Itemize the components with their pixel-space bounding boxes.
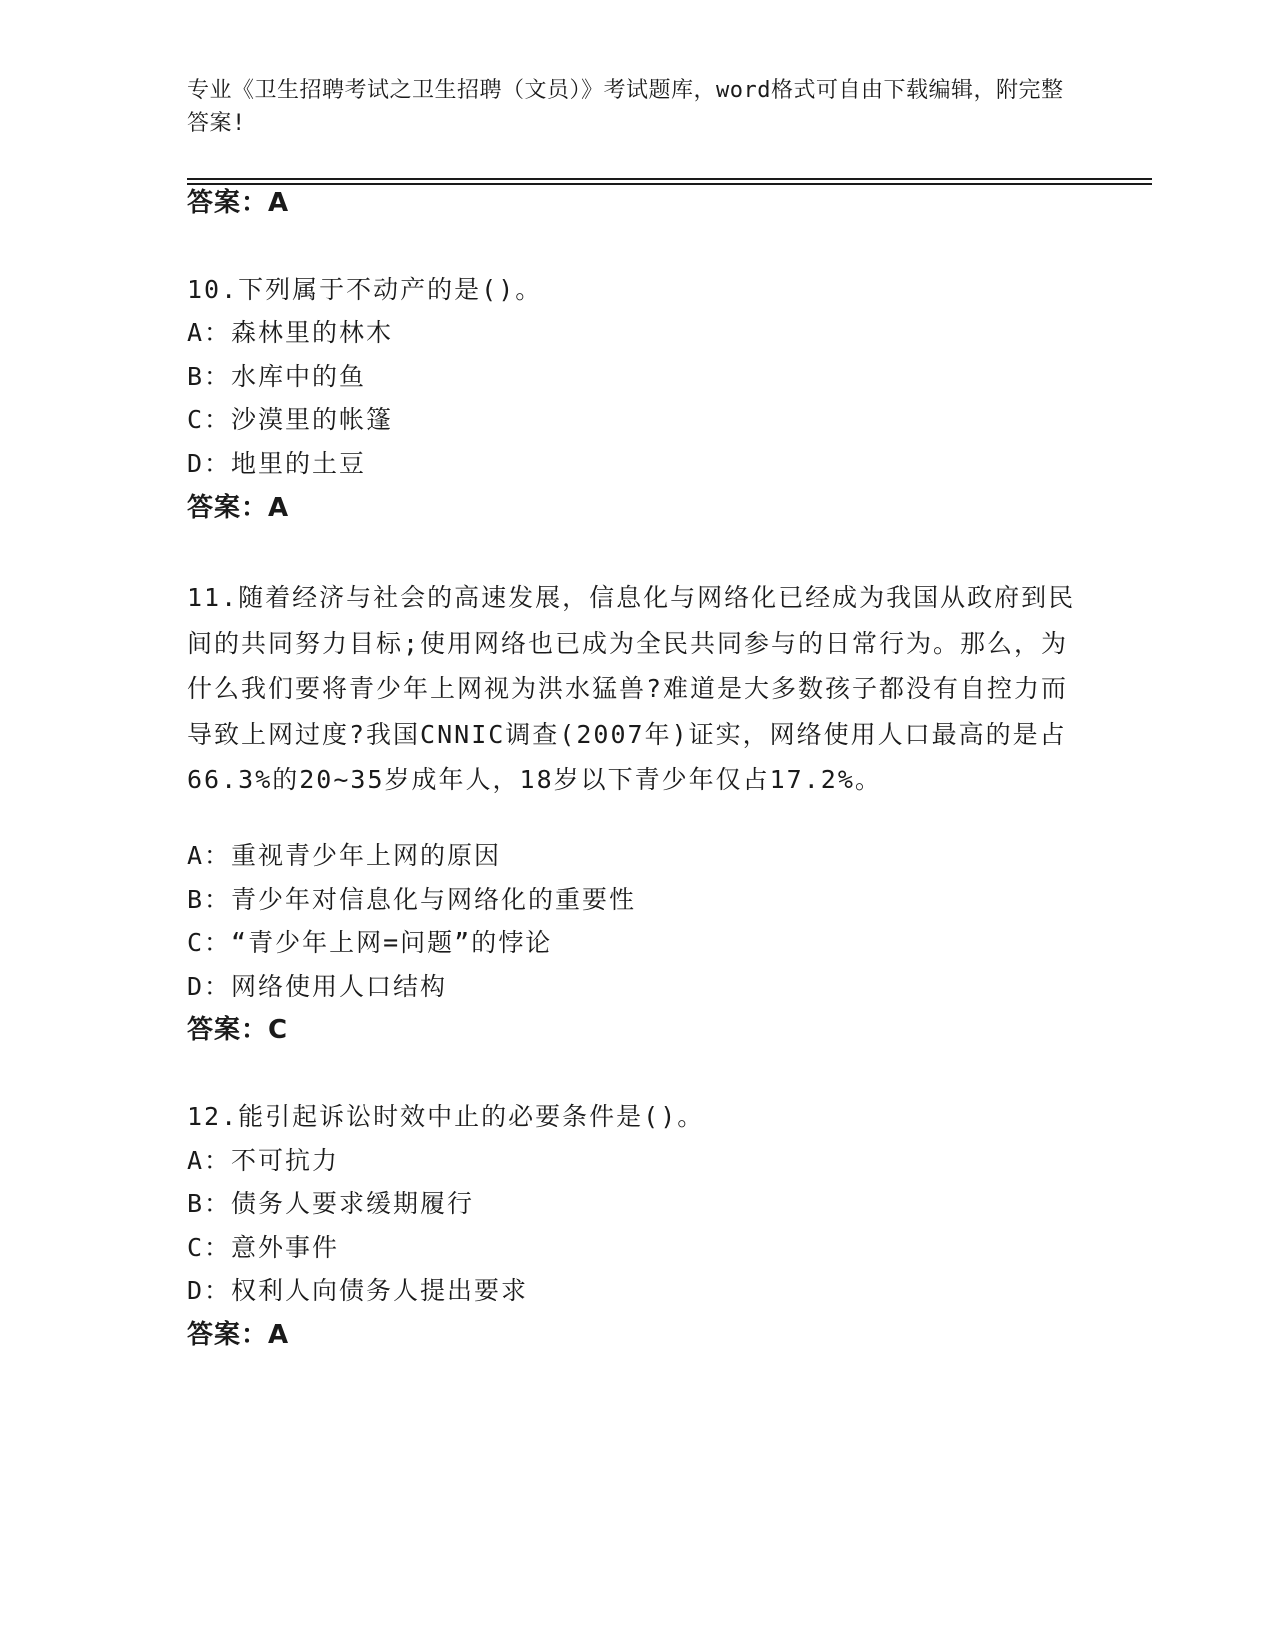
question-10-option-c: C：沙漠里的帐篷 — [187, 405, 394, 434]
question-11-option-b: B：青少年对信息化与网络化的重要性 — [187, 885, 637, 914]
question-12-stem: 12.能引起诉讼时效中止的必要条件是()。 — [187, 1102, 705, 1131]
question-10-stem: 10.下列属于不动产的是()。 — [187, 275, 543, 304]
question-12-option-a: A：不可抗力 — [187, 1146, 340, 1175]
question-10-option-b: B：水库中的鱼 — [187, 362, 367, 391]
previous-question-answer: 答案：A — [187, 188, 290, 218]
question-12-answer: 答案：A — [187, 1320, 290, 1350]
question-10-answer: 答案：A — [187, 493, 290, 523]
question-11-option-d: D：网络使用人口结构 — [187, 972, 448, 1001]
question-12-option-d: D：权利人向债务人提出要求 — [187, 1276, 529, 1305]
question-10-option-d: D：地里的土豆 — [187, 449, 367, 478]
question-11-option-a: A：重视青少年上网的原因 — [187, 841, 502, 870]
question-12-option-c: C：意外事件 — [187, 1233, 340, 1262]
question-11-stem: 11.随着经济与社会的高速发展，信息化与网络化已经成为我国从政府到民间的共同努力目标;使用网络也已成为全民共同参与的日常行为。那么，为什么我们要将青少年上网视为洪水猛兽?难道是大多数孩子都没有自控力而导致上网过度?我国CNNIC调查(2007年)证实，网络使用人口最高的是占66.3%的20~35岁成年人，18岁以下青少年仅占17.2%。 — [187, 583, 1076, 794]
header-divider-top — [187, 178, 1152, 180]
header-divider-bottom — [187, 183, 1152, 185]
question-11-option-c: C：“青少年上网=问题”的悖论 — [187, 928, 553, 957]
question-12-option-b: B：债务人要求缓期履行 — [187, 1189, 475, 1218]
question-11-answer: 答案：C — [187, 1015, 289, 1045]
question-10-option-a: A：森林里的林木 — [187, 318, 394, 347]
document-header: 专业《卫生招聘考试之卫生招聘（文员）》考试题库，word格式可自由下载编辑，附完整答案! — [187, 78, 1064, 136]
